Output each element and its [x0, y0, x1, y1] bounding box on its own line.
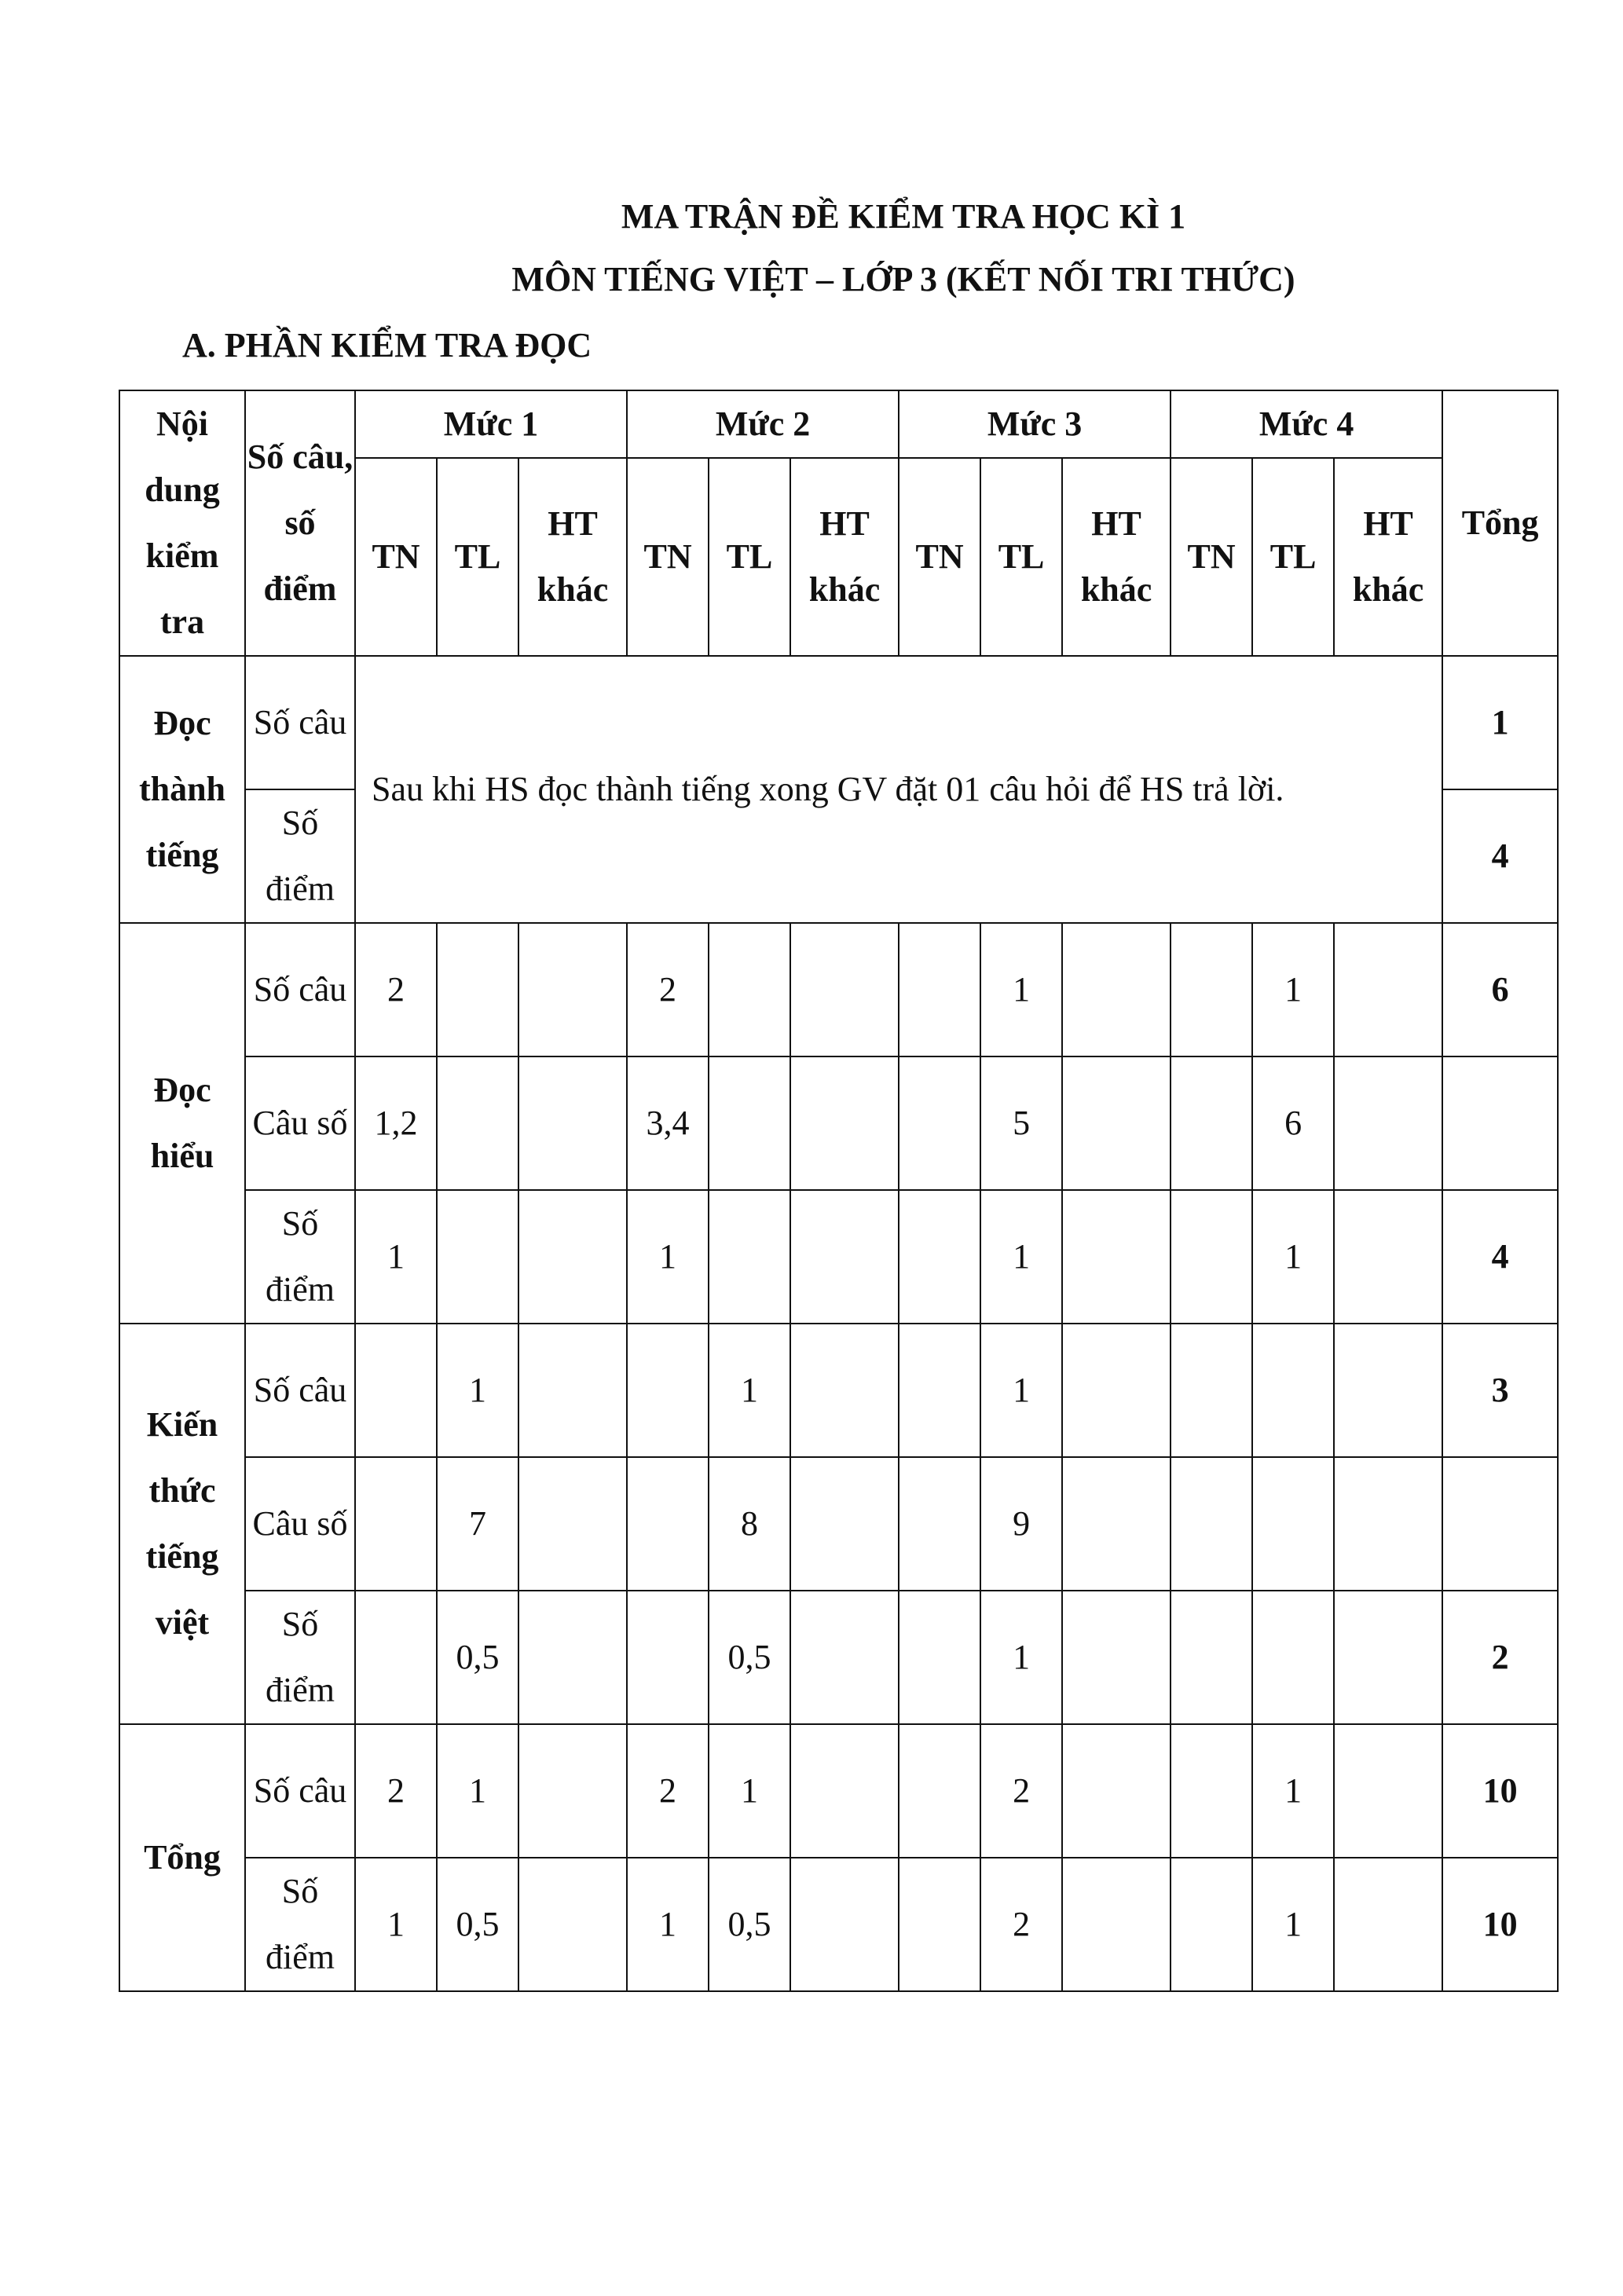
matrix-cell [437, 1190, 518, 1324]
group-name: Kiến thức tiếng việt [119, 1324, 245, 1724]
matrix-cell: 1 [1252, 1190, 1334, 1324]
matrix-cell: 1 [1252, 923, 1334, 1056]
matrix-cell [899, 1324, 980, 1457]
matrix-cell: 5 [980, 1056, 1062, 1190]
matrix-cell: 3,4 [627, 1056, 709, 1190]
matrix-cell [518, 1858, 627, 1991]
group-name: Đọc thành tiếng [119, 656, 245, 923]
row-total: 1 [1442, 656, 1558, 789]
row-label: Số điểm [245, 1591, 355, 1724]
matrix-cell: 1 [980, 1324, 1062, 1457]
matrix-cell [1334, 1858, 1442, 1991]
matrix-cell [1171, 1858, 1252, 1991]
matrix-cell [1171, 923, 1252, 1056]
matrix-cell: 1,2 [355, 1056, 437, 1190]
document-title: MA TRẬN ĐỀ KIỂM TRA HỌC KÌ 1 [621, 197, 1186, 236]
matrix-cell [790, 1056, 899, 1190]
matrix-cell [1062, 1457, 1171, 1591]
matrix-cell [899, 1724, 980, 1858]
matrix-cell [1252, 1591, 1334, 1724]
sub-ht: HT khác [1062, 458, 1171, 656]
matrix-cell: 0,5 [709, 1591, 790, 1724]
header-level-1: Mức 1 [355, 390, 627, 458]
matrix-cell [1062, 1591, 1171, 1724]
matrix-cell [790, 923, 899, 1056]
matrix-cell: 1 [709, 1324, 790, 1457]
matrix-cell [790, 1457, 899, 1591]
sub-tn: TN [627, 458, 709, 656]
sub-ht: HT khác [518, 458, 627, 656]
header-level-2: Mức 2 [627, 390, 899, 458]
sub-tn: TN [899, 458, 980, 656]
row-label: Câu số [245, 1457, 355, 1591]
matrix-cell [437, 1056, 518, 1190]
matrix-cell [518, 1190, 627, 1324]
group-name: Đọc hiểu [119, 923, 245, 1324]
matrix-cell [1334, 1190, 1442, 1324]
matrix-cell: 1 [627, 1858, 709, 1991]
sub-tl: TL [437, 458, 518, 656]
matrix-cell: 1 [980, 1591, 1062, 1724]
row-label: Số điểm [245, 1858, 355, 1991]
matrix-cell: 2 [980, 1724, 1062, 1858]
row-label: Số điểm [245, 789, 355, 923]
header-total: Tổng [1442, 390, 1558, 656]
matrix-cell [790, 1724, 899, 1858]
matrix-cell [899, 1858, 980, 1991]
matrix-cell [518, 1056, 627, 1190]
matrix-cell: 7 [437, 1457, 518, 1591]
matrix-cell [1171, 1724, 1252, 1858]
matrix-cell [627, 1457, 709, 1591]
header-level-3: Mức 3 [899, 390, 1171, 458]
matrix-cell [1171, 1457, 1252, 1591]
matrix-cell: 1 [1252, 1858, 1334, 1991]
matrix-cell [518, 1324, 627, 1457]
matrix-cell [1171, 1591, 1252, 1724]
matrix-cell: 0,5 [437, 1591, 518, 1724]
row-total [1442, 1457, 1558, 1591]
matrix-cell [1062, 923, 1171, 1056]
matrix-cell [1062, 1056, 1171, 1190]
row-total: 6 [1442, 923, 1558, 1056]
row-label: Số câu [245, 1324, 355, 1457]
row-total: 4 [1442, 1190, 1558, 1324]
matrix-cell [1252, 1457, 1334, 1591]
row-total: 10 [1442, 1724, 1558, 1858]
row-total: 2 [1442, 1591, 1558, 1724]
reading-aloud-note: Sau khi HS đọc thành tiếng xong GV đặt 01 câu hỏi để HS trả lời. [355, 656, 1442, 923]
sub-tl: TL [980, 458, 1062, 656]
group-name: Tổng [119, 1724, 245, 1991]
matrix-cell [627, 1324, 709, 1457]
sub-tl: TL [1252, 458, 1334, 656]
matrix-cell: 2 [627, 923, 709, 1056]
document-subtitle: MÔN TIẾNG VIỆT – LỚP 3 (KẾT NỐI TRI THỨC) [511, 260, 1295, 298]
matrix-cell [1171, 1190, 1252, 1324]
matrix-cell [627, 1591, 709, 1724]
matrix-cell [1334, 1591, 1442, 1724]
matrix-cell [1062, 1858, 1171, 1991]
row-total [1442, 1056, 1558, 1190]
matrix-cell [709, 923, 790, 1056]
matrix-cell: 2 [980, 1858, 1062, 1991]
matrix-cell [790, 1858, 899, 1991]
header-count-score: Số câu, số điểm [245, 390, 355, 656]
matrix-cell [1252, 1324, 1334, 1457]
matrix-cell [790, 1324, 899, 1457]
sub-tn: TN [355, 458, 437, 656]
matrix-cell [1334, 1324, 1442, 1457]
matrix-cell [899, 1056, 980, 1190]
matrix-cell: 9 [980, 1457, 1062, 1591]
matrix-cell: 8 [709, 1457, 790, 1591]
matrix-cell [709, 1190, 790, 1324]
matrix-cell: 1 [627, 1190, 709, 1324]
row-label: Số câu [245, 1724, 355, 1858]
matrix-cell: 1 [437, 1724, 518, 1858]
matrix-cell [1334, 923, 1442, 1056]
matrix-cell [899, 1190, 980, 1324]
row-label: Câu số [245, 1056, 355, 1190]
matrix-cell [1062, 1324, 1171, 1457]
matrix-cell [899, 1457, 980, 1591]
matrix-cell: 1 [355, 1190, 437, 1324]
matrix-cell [518, 1724, 627, 1858]
matrix-cell: 1 [709, 1724, 790, 1858]
matrix-cell: 0,5 [709, 1858, 790, 1991]
matrix-cell [1171, 1056, 1252, 1190]
matrix-cell [1334, 1724, 1442, 1858]
matrix-cell [518, 923, 627, 1056]
matrix-cell: 1 [355, 1858, 437, 1991]
row-label: Số câu [245, 656, 355, 789]
row-total: 3 [1442, 1324, 1558, 1457]
matrix-cell [355, 1324, 437, 1457]
matrix-cell [899, 1591, 980, 1724]
row-label: Số điểm [245, 1190, 355, 1324]
matrix-cell [1334, 1457, 1442, 1591]
matrix-cell [355, 1457, 437, 1591]
matrix-cell [790, 1190, 899, 1324]
matrix-cell [437, 923, 518, 1056]
matrix-cell [709, 1056, 790, 1190]
matrix-cell [355, 1591, 437, 1724]
matrix-cell [518, 1457, 627, 1591]
row-total: 10 [1442, 1858, 1558, 1991]
header-level-4: Mức 4 [1171, 390, 1442, 458]
row-total: 4 [1442, 789, 1558, 923]
matrix-cell: 2 [355, 923, 437, 1056]
matrix-cell [518, 1591, 627, 1724]
assessment-matrix-table [119, 390, 1559, 1992]
matrix-cell: 6 [1252, 1056, 1334, 1190]
matrix-cell: 2 [355, 1724, 437, 1858]
matrix-cell: 2 [627, 1724, 709, 1858]
header-content: Nội dung kiểm tra [119, 390, 245, 656]
matrix-cell [1171, 1324, 1252, 1457]
sub-tn: TN [1171, 458, 1252, 656]
matrix-cell [1062, 1724, 1171, 1858]
matrix-cell: 1 [437, 1324, 518, 1457]
matrix-cell [1062, 1190, 1171, 1324]
matrix-cell: 1 [1252, 1724, 1334, 1858]
matrix-cell [1334, 1056, 1442, 1190]
matrix-cell: 1 [980, 1190, 1062, 1324]
matrix-cell: 0,5 [437, 1858, 518, 1991]
matrix-cell [790, 1591, 899, 1724]
section-heading-a: A. PHẦN KIỂM TRA ĐỌC [182, 326, 592, 364]
sub-tl: TL [709, 458, 790, 656]
sub-ht: HT khác [1334, 458, 1442, 656]
matrix-cell: 1 [980, 923, 1062, 1056]
matrix-cell [899, 923, 980, 1056]
row-label: Số câu [245, 923, 355, 1056]
sub-ht: HT khác [790, 458, 899, 656]
